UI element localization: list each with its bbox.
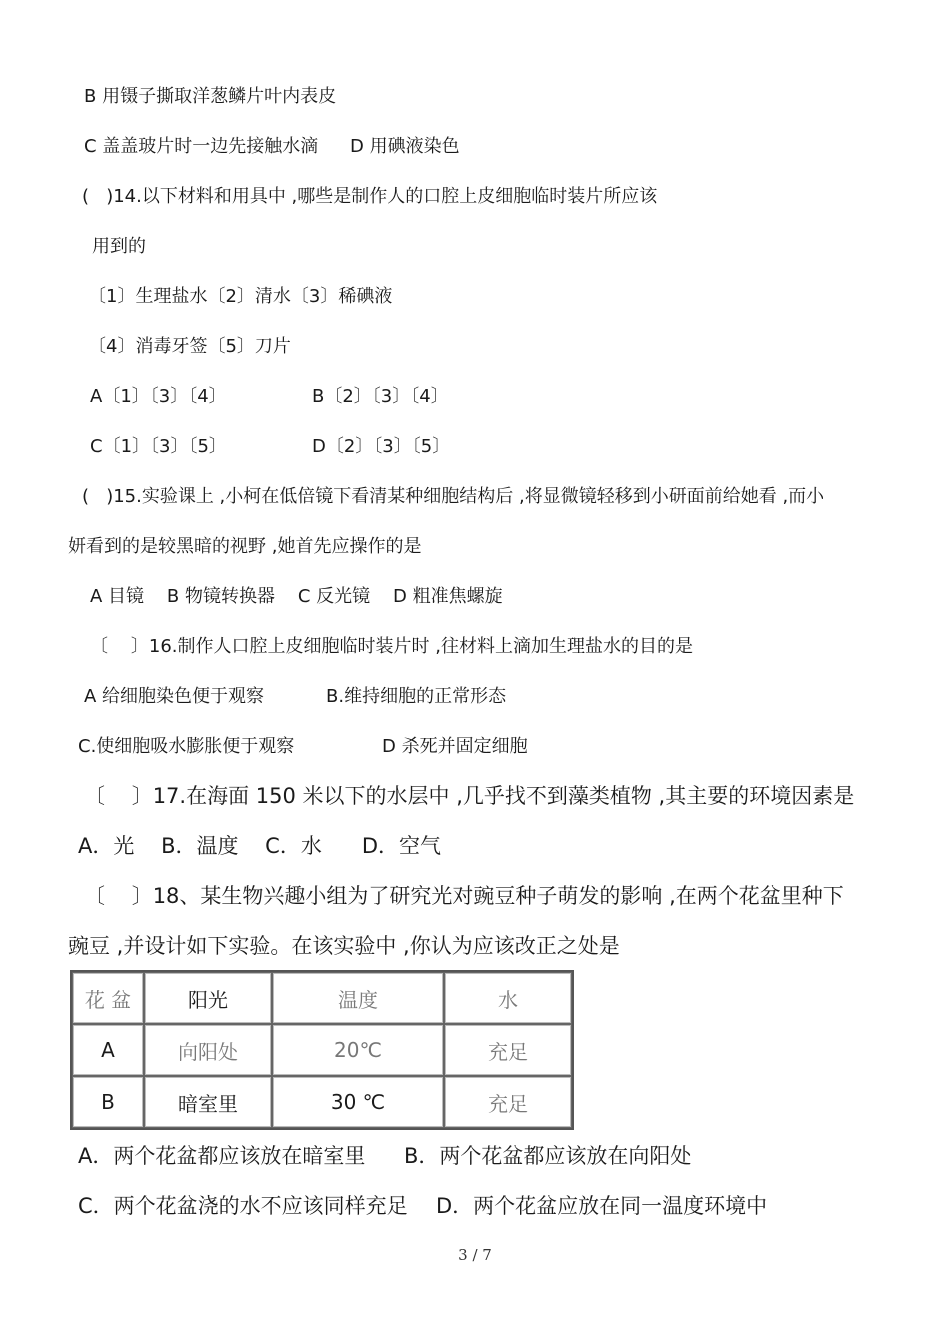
question-17-stem: 〔 〕17.在海面 150 米以下的水层中 ,几乎找不到藻类植物 ,其主要的环境因素是 — [84, 784, 855, 808]
page-number: 3 / 7 — [458, 1246, 492, 1264]
table-header-row — [72, 972, 572, 1024]
question-16-option-b: B.维持细胞的正常形态 — [326, 686, 507, 707]
table-cell: 20℃ — [272, 1024, 444, 1076]
question-14-stem: ( )14.以下材料和用具中 ,哪些是制作人的口腔上皮细胞临时装片所应该 — [82, 186, 658, 207]
question-18-stem: 〔 〕18、某生物兴趣小组为了研究光对豌豆种子萌发的影响 ,在两个花盆里种下 — [84, 884, 844, 908]
table-cell: A — [72, 1024, 144, 1076]
question-15-options: A 目镜 B 物镜转换器 C 反光镜 D 粗准焦螺旋 — [90, 586, 503, 607]
question-17-options: A．光 B．温度 C．水 D．空气 — [78, 834, 442, 858]
table-cell: 向阳处 — [144, 1024, 272, 1076]
question-18-option-c: C．两个花盆浇的水不应该同样充足 — [78, 1194, 408, 1218]
table-cell: 暗室里 — [144, 1076, 272, 1128]
question-14-option-c: C〔1〕〔3〕〔5〕 — [90, 436, 227, 457]
table-row — [72, 1076, 572, 1128]
table-header-cell: 水 — [444, 972, 572, 1024]
question-16-stem: 〔 〕16.制作人口腔上皮细胞临时装片时 ,往材料上滴加生理盐水的目的是 — [90, 636, 693, 657]
question-15-stem: ( )15.实验课上 ,小柯在低倍镜下看清某种细胞结构后 ,将显微镜轻移到小研面前给她看 ,而小 — [82, 486, 825, 507]
question-18-option-a: A．两个花盆都应该放在暗室里 — [78, 1144, 366, 1168]
question-14-option-b: B〔2〕〔3〕〔4〕 — [312, 386, 449, 407]
question-15-stem-cont: 妍看到的是较黑暗的视野 ,她首先应操作的是 — [68, 536, 422, 557]
question-14-materials-1: 〔1〕生理盐水〔2〕清水〔3〕稀碘液 — [88, 286, 393, 307]
question-14-option-a: A〔1〕〔3〕〔4〕 — [90, 386, 227, 407]
table-header-cell: 花 盆 — [72, 972, 144, 1024]
experiment-table — [70, 970, 574, 1130]
table-cell: B — [72, 1076, 144, 1128]
table-row — [72, 1024, 572, 1076]
table-header-cell: 阳光 — [144, 972, 272, 1024]
table-cell: 充足 — [444, 1076, 572, 1128]
question-14-option-d: D〔2〕〔3〕〔5〕 — [312, 436, 451, 457]
option-13d: D 用碘液染色 — [350, 136, 460, 157]
table-cell: 30 ℃ — [272, 1076, 444, 1128]
table-header-cell: 温度 — [272, 972, 444, 1024]
question-18-option-d: D．两个花盆应放在同一温度环境中 — [436, 1194, 768, 1218]
question-18-option-b: B．两个花盆都应该放在向阳处 — [404, 1144, 692, 1168]
question-16-option-a: A 给细胞染色便于观察 — [84, 686, 265, 707]
question-16-option-c: C.使细胞吸水膨胀便于观察 — [78, 736, 295, 757]
question-18-stem-cont: 豌豆 ,并设计如下实验。在该实验中 ,你认为应该改正之处是 — [68, 934, 620, 958]
option-13c: C 盖盖玻片时一边先接触水滴 — [84, 136, 319, 157]
question-16-option-d: D 杀死并固定细胞 — [382, 736, 528, 757]
question-14-stem-cont: 用到的 — [92, 236, 146, 257]
option-13b: B 用镊子撕取洋葱鳞片叶内表皮 — [84, 86, 337, 107]
question-14-materials-2: 〔4〕消毒牙签〔5〕刀片 — [88, 336, 291, 357]
table-cell: 充足 — [444, 1024, 572, 1076]
